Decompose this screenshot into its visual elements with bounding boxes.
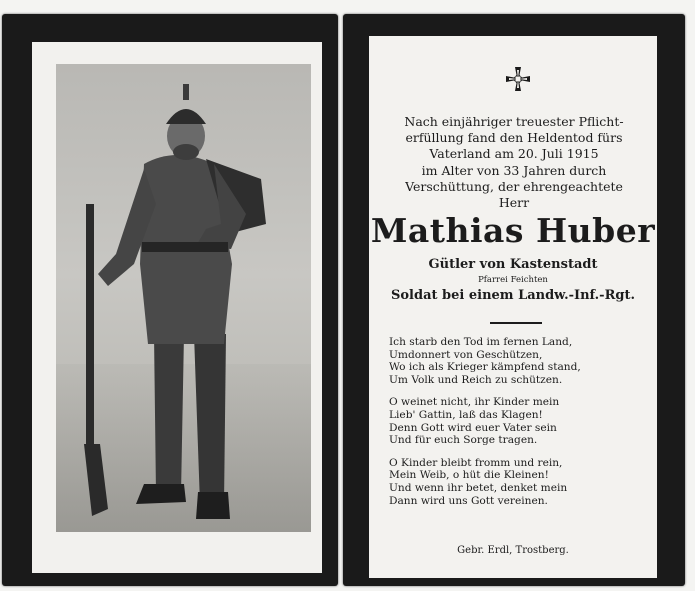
poem-line: Umdonnert von Geschützen, (389, 348, 543, 361)
left-card-paper (32, 42, 322, 573)
intro-line: Herr (498, 195, 530, 211)
poem-line: Mein Weib, o hüt die Kleinen! (389, 469, 549, 482)
poem-line: Und wenn ihr betet, denket mein (389, 481, 568, 494)
poem-line: Ich starb den Tod im fernen Land, (389, 336, 573, 348)
right-card (343, 14, 685, 586)
poem-stanza (389, 396, 649, 446)
poem-line: O weinet nicht, ihr Kinder mein (389, 396, 560, 409)
parish-label: Pfarrei Feichten (478, 275, 548, 285)
military-unit: Soldat bei einem Landw.-Inf.-Rgt. (391, 288, 635, 303)
poem (389, 336, 649, 517)
poem-line: Denn Gott wird euer Vater sein (389, 421, 557, 434)
poem-line: Dann wird uns Gott vereinen. (389, 494, 548, 507)
soldier-photo (56, 64, 311, 532)
poem-line: Und für euch Sorge tragen. (389, 434, 538, 447)
intro-line: Vaterland am 20. Juli 1915 (429, 146, 599, 162)
poem-line: Um Volk und Reich zu schützen. (389, 373, 563, 386)
deceased-name: Mathias Huber (370, 211, 656, 250)
left-card (2, 14, 338, 586)
poem-stanza (389, 457, 649, 507)
intro-line: im Alter von 33 Jahren durch (421, 162, 607, 178)
poem-line: Lieb' Gattin, laß das Klagen! (389, 408, 543, 421)
soldier-illustration (56, 64, 311, 532)
intro-line: Verschüttung, der ehrengeachtete (405, 178, 623, 194)
iron-cross-icon (505, 66, 531, 92)
deceased-title: Gütler von Kastenstadt (428, 257, 598, 272)
right-card-paper (369, 36, 657, 578)
intro-text (383, 114, 645, 211)
poem-stanza (389, 336, 649, 386)
intro-line: erfüllung fand den Heldentod fürs (405, 130, 623, 146)
poem-line: O Kinder bleibt fromm und rein, (389, 456, 563, 469)
intro-line: Nach einjähriger treuester Pflicht- (404, 114, 624, 129)
printer-credit: Gebr. Erdl, Trostberg. (457, 545, 569, 556)
divider (490, 322, 542, 324)
poem-line: Wo ich als Krieger kämpfend stand, (389, 361, 581, 374)
